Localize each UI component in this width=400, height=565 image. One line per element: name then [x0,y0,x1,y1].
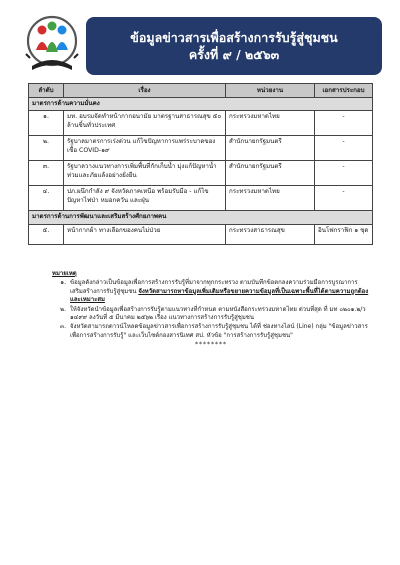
note-text: ให้จังหวัดนำข้อมูลเพื่อสร้างการรับรู้ตามแนวทางที่กำหนด ตามหนังสือกระทรวงมหาดไทย ด่วนที่สุด ที่ มท ๐๒๐๑.๒/ว ๑๔๙๙ ลงวันที่ ๕ มีนาคม ๒๕๖๒ เรื่อง แนวทางการสร้างการรับรู้สู่ชุมชน [70,305,366,322]
row-issue: รัฐบาลวางแนวทางการเพิ่มพื้นที่กักเก็บน้ำ มุ่งแก้ปัญหาน้ำท่วมและภัยแล้งอย่างยั่งยืน [64,161,226,186]
note-item [52,323,370,340]
row-issue: รัฐบาลมาตรการเร่งด่วน แก้ไขปัญหาการแพร่ระบาดของเชื้อ COVID-๑๙ [64,136,226,161]
table-row [29,161,373,186]
row-number: ๑. [29,111,64,136]
table-row [29,224,373,244]
note-number: ๓. [59,323,66,331]
news-table [28,83,373,245]
section-title: มาตรการด้านการพัฒนาและเสริมสร้างศักยภาพคน [29,211,373,224]
row-agency: สำนักนายกรัฐมนตรี [226,161,315,186]
row-agency: สำนักนายกรัฐมนตรี [226,136,315,161]
section-row-development [29,211,373,224]
end-mark: ******** [195,341,227,349]
row-doc: - [315,186,373,211]
note-number: ๒. [60,305,66,313]
row-agency: กระทรวงสาธารณสุข [226,224,315,244]
row-doc: - [315,161,373,186]
note-item [52,306,370,323]
row-number: ๓. [29,161,64,186]
table-row [29,111,373,136]
section-title: มาตรการด้านความมั่นคง [29,98,373,111]
header-banner [86,17,382,75]
row-doc: - [315,136,373,161]
row-agency: กระทรวงมหาดไทย [226,186,315,211]
table-row [29,186,373,211]
row-issue: ปภ.ผนึกกำลัง ๙ จังหวัดภาคเหนือ พร้อมรับมือ - แก้ไขปัญหาไฟป่า หมอกควัน และฝุ่น [64,186,226,211]
column-header-issue: เรื่อง [64,84,226,98]
notes-section [52,270,370,350]
row-doc: อินโฟกราฟิก ๑ ชุด [315,224,373,244]
row-issue: มท. อบรมจัดทำหน้ากากอนามัย มาตรฐานสาธารณสุข ๕๐ ล้านชิ้นทั่วประเทศ [64,111,226,136]
row-number: ๔. [29,186,64,211]
table-header-row [29,84,373,98]
row-agency: กระทรวงมหาดไทย [226,111,315,136]
note-text: จังหวัดสามารถดาวน์โหลดข้อมูลข่าวสารเพื่อการสร้างการรับรู้สู่ชุมชน ได้ที่ ช่องทางไลน์ (Line) กลุ่ม "ข้อมูลข่าวสารเพื่อการสร้างการรับรู้" และเว็บไซต์กองสารนิเทศ สป. หัวข้อ "การสร้างการรับรู้สู่ชุมชน" [70,323,368,339]
community-logo-icon [22,14,82,76]
note-item [52,279,370,304]
row-number: ๒. [29,136,64,161]
issue-number: ครั้งที่ ๙ / ๒๕๖๓ [188,47,280,62]
row-doc: - [315,111,373,136]
column-header-no: ลำดับ [29,84,64,98]
column-header-docs: เอกสารประกอบ [315,84,373,98]
page-title: ข้อมูลข่าวสารเพื่อสร้างการรับรู้สู่ชุมชน [130,30,338,45]
notes-heading: หมายเหตุ [52,270,77,277]
note-number: ๑. [60,279,66,287]
row-number: ๕. [29,224,64,244]
row-issue: หน้ากากผ้า ทางเลือกของคนไม่ป่วย [64,224,226,244]
section-row-security [29,98,373,111]
table-row [29,136,373,161]
column-header-agency: หน่วยงาน [226,84,315,98]
note-emphasis: จังหวัดสามารถหาข้อมูลเพิ่มเติมหรือขยายความข้อมูลที่เป็นเฉพาะพื้นที่ได้ตามความถูกต้องและเหมาะสม [70,287,369,304]
note-text: ข้อมูลดังกล่าวเป็นข้อมูลเพื่อการสร้างการรับรู้ที่มาจากทุกกระทรวง ตามบันทึกข้อตกลงความร่วมมือการบูรณาการเสริมสร้างการรับรู้สู่ชุมชน จังหวัดสามารถหาข้อมูลเพิ่มเติมหรือขยายความข้อมูลที่เป็นเฉพาะพื้นที่ได้ตามความถูกต้องและเหมาะสม [70,279,369,304]
